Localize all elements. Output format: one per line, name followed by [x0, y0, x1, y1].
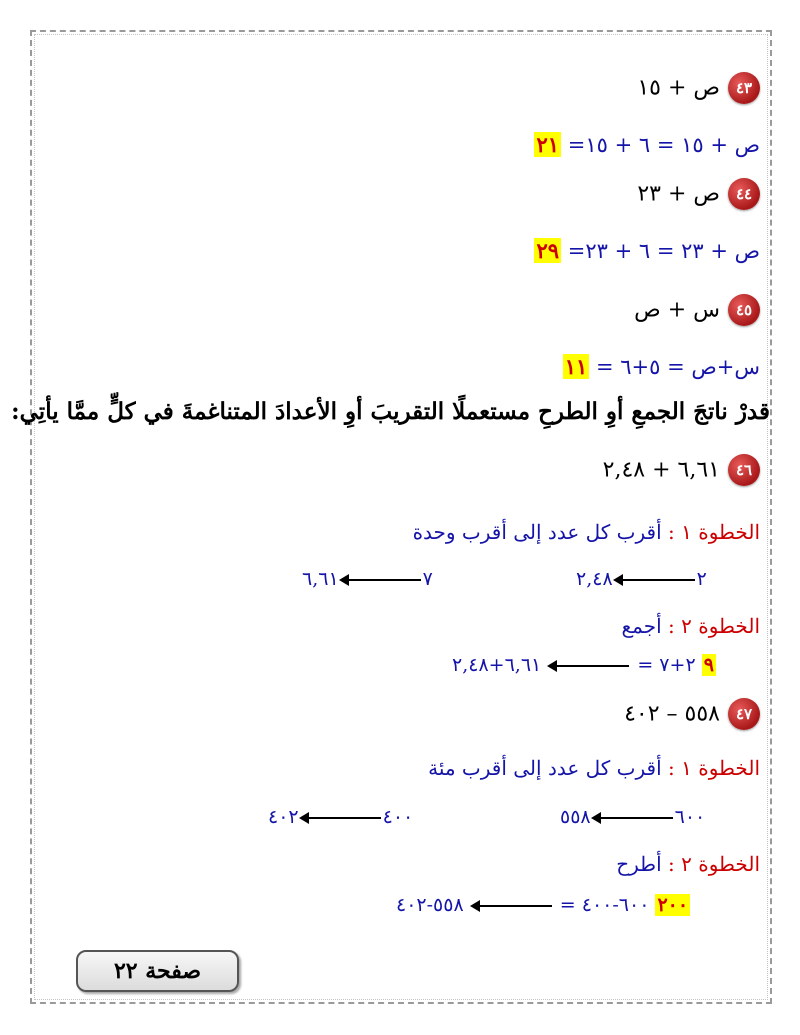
calculation-expression: ٥٥٨-٤٠٢ [396, 894, 464, 916]
solution-text: ص + ٢٣ = ٦ + ٢٣= [567, 239, 760, 263]
rounding-row-b [302, 568, 433, 590]
exercise-45 [634, 294, 760, 326]
step2-46 [622, 614, 761, 638]
solution-44 [534, 238, 760, 263]
rounded-value: ٢ [696, 568, 707, 590]
calculation-result: ٦٠٠-٤٠٠ = [559, 894, 650, 916]
arrow-icon [472, 905, 552, 907]
step-text: أجمع [621, 614, 662, 638]
instruction-text: قدرْ ناتجَ الجمعِ أوِ الطرحِ مستعملًا التقريبَ أوِ الأعدادَ المتناغمةَ في كلٍّ ممَّا يأتِي: [11, 398, 770, 425]
step-label: الخطوة ٢ : [668, 614, 760, 638]
rounded-value: ٦٠٠ [674, 806, 706, 828]
exercise-44 [637, 178, 760, 210]
calculation-46 [452, 654, 716, 676]
arrow-icon [549, 665, 629, 667]
step-label: الخطوة ١ : [668, 520, 760, 544]
exercise-43 [637, 72, 760, 104]
original-value: ٦,٦١ [302, 568, 339, 590]
arrow-icon [615, 579, 695, 581]
step-label: الخطوة ١ : [668, 756, 760, 780]
original-value: ٥٥٨ [560, 806, 591, 828]
arrow-icon [301, 817, 381, 819]
exercise-number-badge: ٤٦ [728, 454, 760, 486]
exercise-number-badge: ٤٧ [728, 698, 760, 730]
answer-highlight: ٩ [703, 654, 714, 676]
solution-43 [534, 132, 760, 157]
rounded-value: ٤٠٠ [382, 806, 414, 828]
solution-text: ص + ١٥ = ٦ + ١٥= [567, 133, 760, 157]
exercise-number-badge: ٤٤ [728, 178, 760, 210]
exercise-47 [624, 698, 760, 730]
original-value: ٢,٤٨ [576, 568, 613, 590]
rounded-value: ٧ [422, 568, 433, 590]
exercise-46 [603, 454, 760, 486]
rounding-row-a [576, 568, 707, 590]
step-text: أقرب كل عدد إلى أقرب وحدة [412, 520, 662, 544]
answer-highlight: ١١ [564, 354, 588, 379]
calculation-result: ٢+٧ = [637, 654, 696, 676]
exercise-expression: ٦,٦١ + ٢,٤٨ [602, 457, 720, 483]
answer-highlight: ٢٩ [536, 238, 560, 263]
exercise-expression: ص + ٢٣ [637, 181, 720, 207]
original-value: ٤٠٢ [268, 806, 299, 828]
step-label: الخطوة ٢ : [668, 852, 760, 876]
exercise-expression: ٥٥٨ – ٤٠٢ [624, 701, 720, 727]
calculation-47 [396, 894, 690, 916]
exercise-expression: س + ص [634, 297, 720, 323]
calculation-expression: ٦,٦١+٢,٤٨ [452, 654, 542, 676]
page-number-box: صفحة ٢٢ [76, 950, 239, 992]
step1-47 [428, 756, 760, 780]
answer-highlight: ٢١ [536, 132, 560, 157]
step1-46 [413, 520, 760, 544]
step2-47 [616, 852, 760, 876]
arrow-icon [593, 817, 673, 819]
answer-highlight: ٢٠٠ [657, 894, 689, 916]
solution-45 [563, 354, 760, 379]
arrow-icon [341, 579, 421, 581]
exercise-number-badge: ٤٥ [728, 294, 760, 326]
exercise-expression: ص + ١٥ [637, 75, 720, 101]
solution-text: س+ص = ٥+٦ = [595, 355, 760, 379]
exercise-number-badge: ٤٣ [728, 72, 760, 104]
rounding-row-b [268, 806, 413, 828]
step-text: أقرب كل عدد إلى أقرب مئة [428, 756, 662, 780]
step-text: أطرح [616, 852, 662, 876]
rounding-row-a [560, 806, 705, 828]
